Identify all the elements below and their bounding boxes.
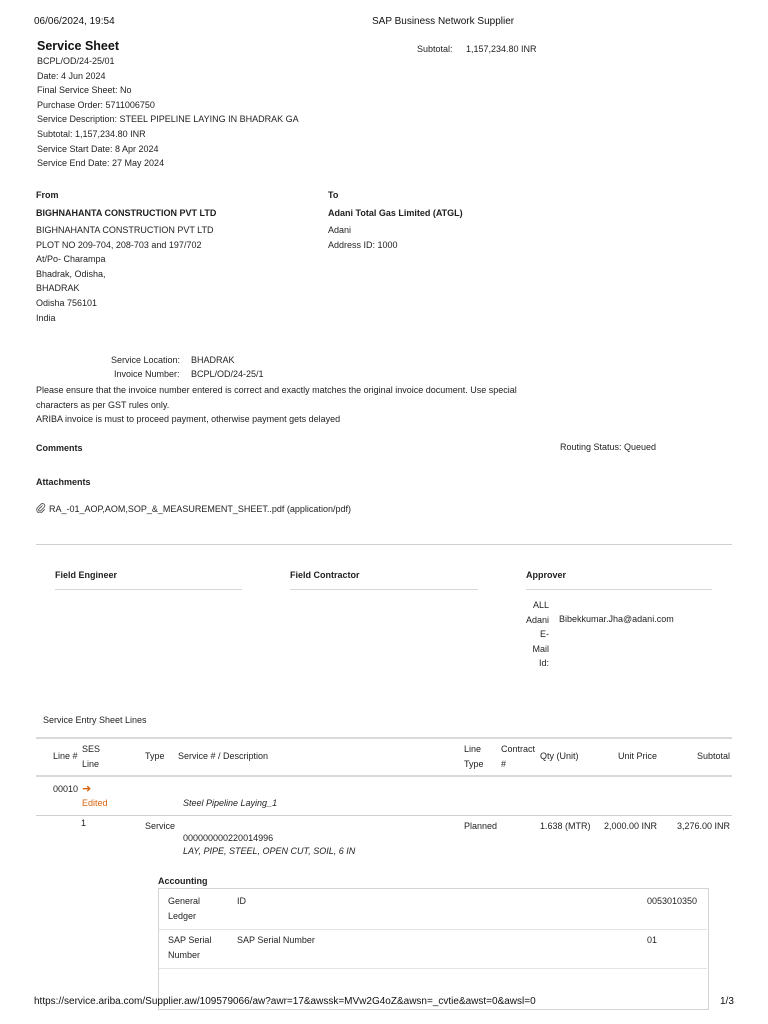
print-app-title: SAP Business Network Supplier [372,16,515,27]
note-line: Please ensure that the invoice number entered is correct and exactly matches the original invoice document. Use special [36,385,517,395]
notes [36,383,517,427]
sheet-number: BCPL/OD/24-25/01 [37,56,115,66]
sheet-subtotal: Subtotal: 1,157,234.80 INR [37,128,146,139]
sheet-date: Date: 4 Jun 2024 [37,70,106,81]
from-address [36,223,214,325]
accounting-heading: Accounting [158,876,208,886]
approver-label-line: Mail [532,643,549,654]
page-title: Service Sheet [37,39,119,53]
col-header-contract-part: Contract [501,744,536,754]
item-type: Service [145,821,176,831]
field-contractor-label: Field Contractor [290,570,360,580]
accounting-row-divider [159,968,707,969]
row-divider [36,815,732,816]
note-line: characters as per GST rules only. [36,399,170,410]
service-start-date: Service Start Date: 8 Apr 2024 [37,143,159,154]
accounting-label-part: Ledger [168,910,197,921]
service-location-value: BHADRAK [191,355,235,365]
from-address-line: Bhadrak, Odisha, [36,268,106,279]
col-header-unit-price: Unit Price [618,751,658,761]
approver-label-line: Id: [538,658,549,669]
table-header-border [36,775,732,777]
field-contractor-signature-line [290,589,478,590]
lines-section-title: Service Entry Sheet Lines [43,715,147,725]
service-location-label: Service Location: [111,355,181,365]
col-header-ses-line-part: SES [82,744,101,754]
accounting-field: ID [237,896,246,906]
section-divider [36,544,732,545]
invoice-number-label: Invoice Number: [114,369,180,379]
col-header-service-desc: Service # / Description [178,751,269,761]
col-header-line-type [464,742,484,771]
to-heading: To [328,190,339,200]
from-address-line: BHADRAK [36,283,80,294]
subtotal-label: Subtotal: [417,44,453,54]
print-datetime: 06/06/2024, 19:54 [34,16,115,27]
final-service-sheet: Final Service Sheet: No [37,85,132,96]
to-address [328,223,398,252]
accounting-row-label [168,894,200,923]
from-address-line: BIGHNAHANTA CONSTRUCTION PVT LTD [36,225,214,235]
attachments-heading: Attachments [36,477,91,487]
service-description: Service Description: STEEL PIPELINE LAYING IN BHADRAK GA [37,114,299,125]
attachment-filename[interactable]: RA_-01_AOP,AOM,SOP_&_MEASUREMENT_SHEET..pdf (application/pdf) [49,504,351,514]
paperclip-icon [36,503,46,513]
accounting-field: SAP Serial Number [237,935,315,945]
col-header-subtotal: Subtotal [697,751,731,761]
approver-label: Approver [526,570,567,580]
item-service-number: 000000000220014996 [183,833,274,843]
approver-label-line: E- [540,629,549,640]
item-line-type: Planned [464,821,498,831]
approver-email[interactable]: Bibekkumar.Jha@adani.com [559,614,674,624]
item-ses-line: 1 [81,818,87,828]
routing-status: Routing Status: Queued [560,442,657,452]
accounting-value: 01 [647,935,658,945]
arrow-right-icon: ➜ [82,783,92,795]
subtotal-value: 1,157,234.80 INR [466,44,537,54]
approver-email-label [522,598,549,671]
col-header-contract [501,742,535,771]
accounting-label-part: Number [168,949,201,960]
col-header-line-type-part: Type [464,758,484,769]
to-name: Adani Total Gas Limited (ATGL) [328,208,463,218]
approver-label-line: ALL [532,600,549,610]
from-address-line: Odisha 756101 [36,297,98,308]
accounting-value: 0053010350 [647,896,698,906]
approver-signature-line [526,589,712,590]
from-address-line: At/Po- Charampa [36,254,106,265]
comments-heading: Comments [36,443,83,453]
note-line: ARIBA invoice is must to proceed payment, otherwise payment gets delayed [36,414,341,425]
from-name: BIGHNAHANTA CONSTRUCTION PVT LTD [36,208,217,218]
accounting-label-part: SAP Serial [168,935,212,945]
to-address-line: Address ID: 1000 [328,239,398,250]
item-subtotal: 3,276.00 INR [677,821,731,831]
col-header-qty: Qty (Unit) [540,751,579,761]
col-header-type: Type [145,751,165,761]
field-engineer-signature-line [55,589,242,590]
col-header-ses-line-part: Line [82,758,100,769]
item-description: LAY, PIPE, STEEL, OPEN CUT, SOIL, 6 IN [183,846,356,856]
from-address-line: PLOT NO 209-704, 208-703 and 197/702 [36,239,202,250]
group-line-no: 00010 [53,784,79,794]
col-header-line-type-part: Line [464,744,482,754]
to-address-line: Adani [328,225,352,235]
from-address-line: India [36,312,56,323]
field-engineer-label: Field Engineer [55,570,118,580]
page-number: 1/3 [720,996,734,1007]
table-top-border [36,737,732,739]
col-header-contract-part: # [501,758,507,769]
accounting-label-part: General [168,896,201,906]
invoice-number-value: BCPL/OD/24-25/1 [191,369,264,379]
accounting-row-divider [159,929,707,930]
purchase-order[interactable]: Purchase Order: 5711006750 [37,99,155,110]
from-heading: From [36,190,59,200]
accounting-table [158,888,709,1010]
approver-label-line: Adani [525,614,549,625]
sheet-details [37,54,299,171]
col-header-ses-line [82,742,100,771]
col-header-line-no: Line # [53,751,78,761]
item-unit-price: 2,000.00 INR [604,821,658,831]
accounting-row-label [168,933,211,962]
attachment-link[interactable] [36,503,351,514]
service-end-date: Service End Date: 27 May 2024 [37,158,165,169]
group-description: Steel Pipeline Laying_1 [183,798,278,808]
item-qty: 1.638 (MTR) [540,821,591,831]
print-url[interactable]: https://service.ariba.com/Supplier.aw/109579066/aw?awr=17&awssk=MVw2G4oZ&awsn=_cvtie&awst=0&awsl=0 [34,996,536,1007]
status-badge: Edited [82,798,108,808]
